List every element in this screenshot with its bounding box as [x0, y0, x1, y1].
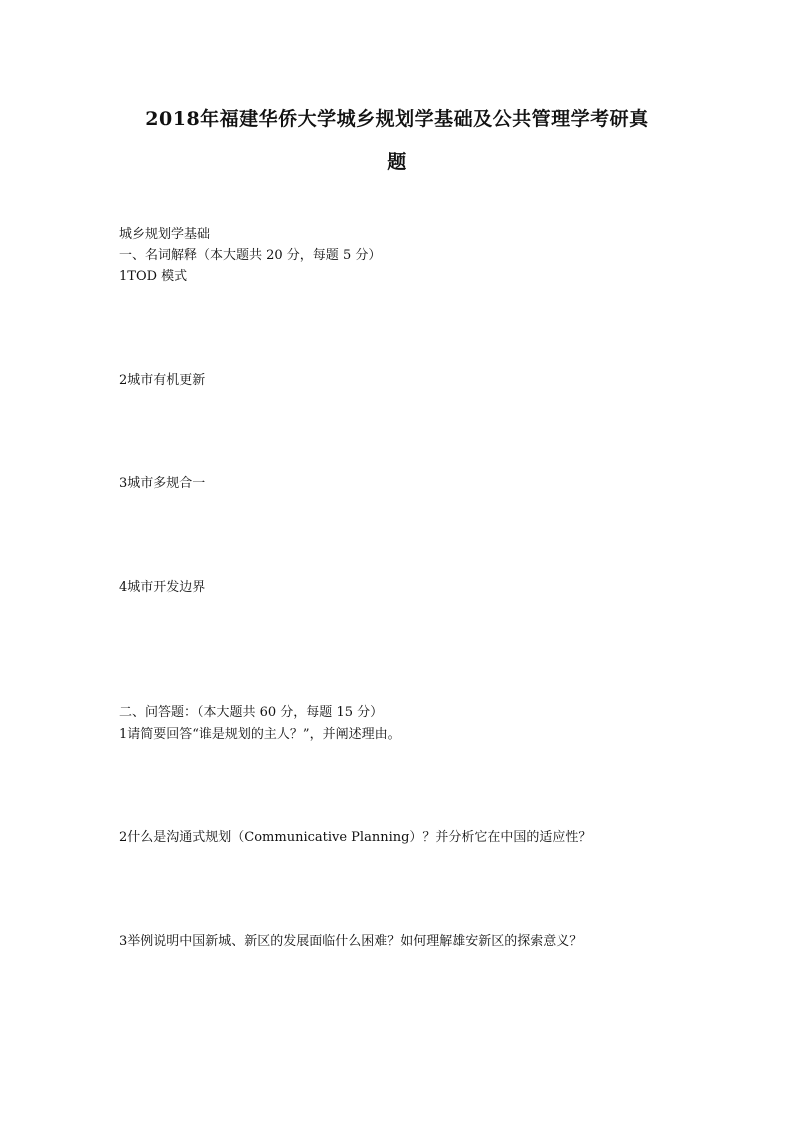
document-title-line-2: 题 [387, 151, 407, 173]
question-item: 3举例说明中国新城、新区的发展面临什么困难？如何理解雄安新区的探索意义？ [119, 934, 583, 949]
section-2-heading: 二、问答题：（本大题共 60 分，每题 15 分） [119, 705, 384, 720]
question-item: 2城市有机更新 [119, 373, 206, 388]
subject-heading: 城乡规划学基础 [119, 227, 211, 242]
section-1-heading: 一、名词解释（本大题共 20 分，每题 5 分） [119, 248, 382, 263]
question-item: 1请简要回答“谁是规划的主人？”，并阐述理由。 [119, 727, 401, 742]
question-item: 3城市多规合一 [119, 476, 206, 491]
document-title-line-1: 2018年福建华侨大学城乡规划学基础及公共管理学考研真 [145, 108, 649, 130]
question-item: 2什么是沟通式规划（Communicative Planning）？并分析它在中国的适应性？ [119, 830, 592, 845]
question-item: 4城市开发边界 [119, 580, 206, 595]
question-item: 1TOD 模式 [119, 269, 188, 284]
